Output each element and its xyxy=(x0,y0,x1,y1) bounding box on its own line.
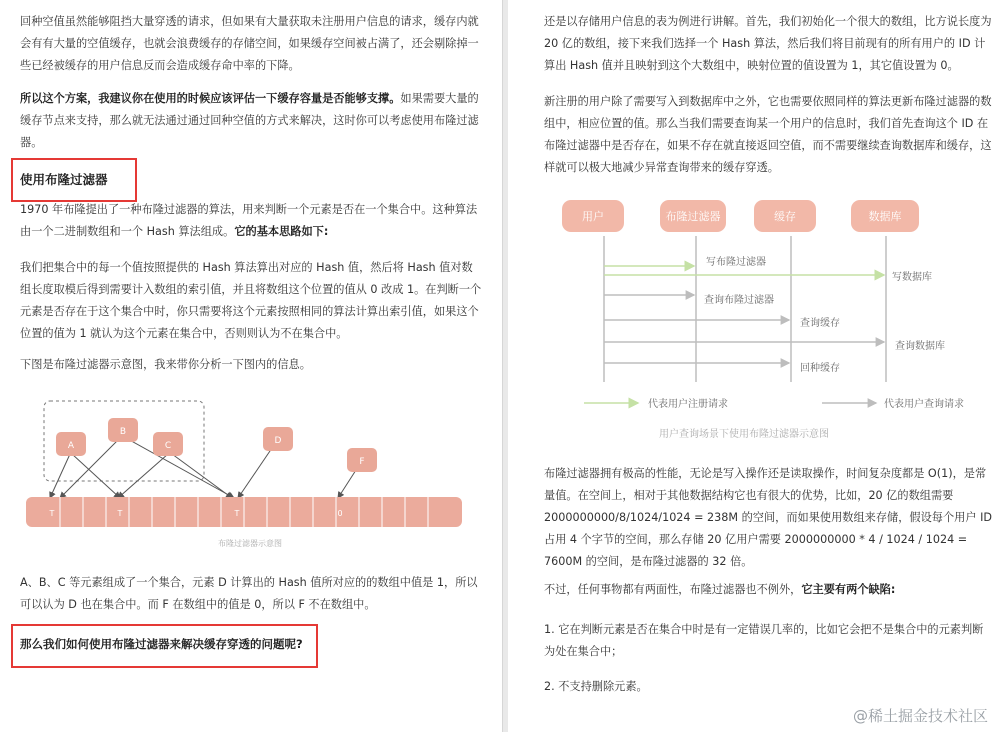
element-f-label: F xyxy=(359,457,365,467)
msg-write-bloom: 写布隆过滤器 xyxy=(706,257,766,268)
paragraph: A、B、C 等元素组成了一个集合，元素 D 计算出的 Hash 值所对应的的数组中值是 1，所以可以认为 D 也在集合中。而 F 在数组中的值是 0，所以 F 不在数组中。 xyxy=(20,576,478,611)
diagram-caption: 布隆过滤器示意图 xyxy=(218,539,282,548)
msg-query-cache: 查询缓存 xyxy=(800,318,840,329)
bold-text: 所以这个方案，我建议你在使用的时候应该评估一下缓存容量是否能够支撑。 xyxy=(20,92,401,105)
paragraph: 新注册的用户除了需要写入到数据库中之外，它也需要依照同样的算法更新布隆过滤器的数组中，相应位置的值。那么当我们需要查询某一个用户的信息时，我们首先查询这个 ID 在布隆过滤器中是否存在，如果不存在就直接返回空值，而不需要继续查询数据库和缓存，这样就可以极大地减少异常查询带来的缓存穿透。 xyxy=(544,95,992,174)
element-a-label: A xyxy=(67,441,75,451)
text: 1970 年布隆提出了一种布隆过滤器的算法，用来判断一个元素是否在一个集合中。这种算法由一个二进制数组和一个 Hash 算法组成。 xyxy=(20,203,478,238)
section-heading: 使用布隆过滤器 xyxy=(20,172,108,187)
msg-write-db: 写数据库 xyxy=(892,272,932,283)
list-item: 2. 不支持删除元素。 xyxy=(544,680,648,693)
element-b-label: B xyxy=(119,427,127,437)
array-cell-label: T xyxy=(117,509,123,518)
actor-db: 数据库 xyxy=(868,210,902,223)
array-cell-label: T xyxy=(49,509,55,518)
bold-text: 它主要有两个缺陷: xyxy=(801,583,896,596)
paragraph: 还是以存储用户信息的表为例进行讲解。首先，我们初始化一个很大的数组，比方说长度为 20 亿的数组，接下来我们选择一个 Hash 算法，然后我们将目前现有的所有用户的 ID 计算出 Hash 值并且映射到这个大数组中，映射位置的值设置为 1，其它值设置为 0。 xyxy=(544,15,992,72)
msg-backfill-cache: 回种缓存 xyxy=(800,363,840,374)
element-c-label: C xyxy=(164,441,172,451)
paragraph xyxy=(544,579,992,601)
paragraph xyxy=(20,199,482,243)
paragraph: 下图是布隆过滤器示意图，我来带你分析一下图内的信息。 xyxy=(20,358,311,371)
diagram-caption: 用户查询场景下使用布隆过滤器示意图 xyxy=(659,429,829,440)
msg-query-db: 查询数据库 xyxy=(895,341,945,352)
sequence-diagram xyxy=(548,192,988,418)
msg-query-bloom: 查询布隆过滤器 xyxy=(704,295,774,306)
array-cell-label: T xyxy=(234,509,240,518)
paragraph xyxy=(20,88,482,154)
actor-bloom: 布隆过滤器 xyxy=(665,210,721,223)
text: 如果需要大量的缓存节点来支持，那么就无法通过通过回种空值的方式来解决，这时你可以考虑使用布隆过滤器。 xyxy=(20,92,479,149)
actor-user: 用户 xyxy=(582,210,604,223)
actor-cache: 缓存 xyxy=(774,210,796,223)
watermark: @稀土掘金技术社区 xyxy=(852,707,988,725)
text: 不过，任何事物都有两面性，布隆过滤器也不例外， xyxy=(544,583,802,596)
right-page xyxy=(508,0,996,732)
paragraph: 回种空值虽然能够阻挡大量穿透的请求，但如果有大量获取未注册用户信息的请求，缓存内就会有有大量的空值缓存，也就会浪费缓存的存储空间，如果缓存空间被占满了，还会剔除掉一些已经被缓存的用户信息反而会造成缓存命中率的下降。 xyxy=(20,15,479,72)
element-d-label: D xyxy=(274,436,282,446)
legend-register: 代表用户注册请求 xyxy=(648,399,728,410)
list-item: 1. 它在判断元素是否在集合中时是有一定错误几率的，比如它会把不是集合中的元素判断为处在集合中； xyxy=(544,623,984,658)
paragraph: 我们把集合中的每一个值按照提供的 Hash 算法算出对应的 Hash 值，然后将 Hash 值对数组长度取模后得到需要计入数组的索引值，并且将数组这个位置的值从 0 改成 1。在判断一个元素是否存在于这个集合中时，你只需要将这个元素按照相同的算法计算出索引值，如果这个位置的值为 1 就认为这个元素在集合中，否则则认为不在集合中。 xyxy=(20,261,482,340)
paragraph: 布隆过滤器拥有极高的性能，无论是写入操作还是读取操作，时间复杂度都是 O(1)，是常量值。在空间上，相对于其他数据结构它也有很大的优势，比如，20 亿的数组需要 2000000000/8/1024/1024 = 238M 的空间，而如果使用数组来存储，假设每个用户 ID 占用 4 个字节的空间，那么存储 20 亿用户需要 2000000000 * 4 / 1024 / 1024 = 7600M 的空间，是布隆过滤器的 32 倍。 xyxy=(544,467,993,568)
bold-text: 它的基本思路如下: xyxy=(234,225,329,238)
question-heading: 那么我们如何使用布隆过滤器来解决缓存穿透的问题呢? xyxy=(20,637,303,651)
array-cell-label: 0 xyxy=(337,509,343,518)
bloom-filter-diagram xyxy=(20,392,466,530)
legend-query: 代表用户查询请求 xyxy=(884,399,964,410)
